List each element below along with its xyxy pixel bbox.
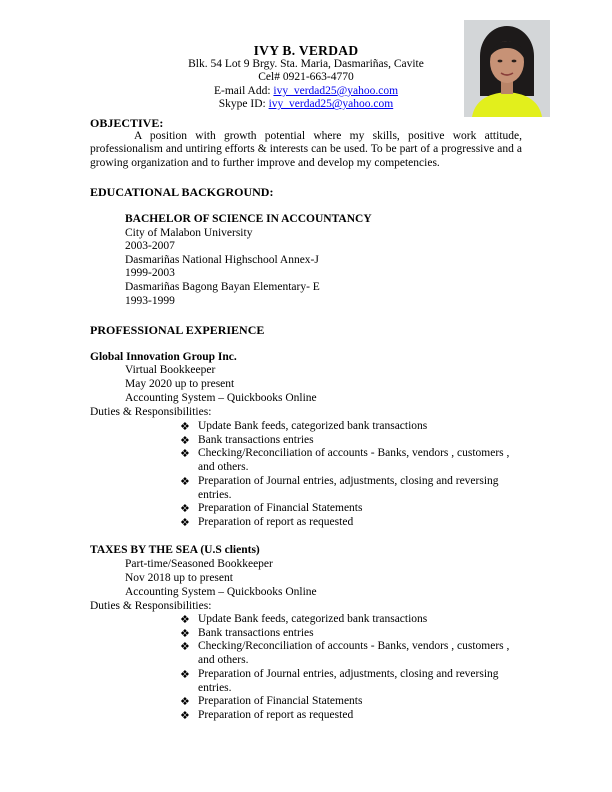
list-item [180,516,522,530]
bullet-diamond-icon: ❖ [180,420,190,433]
email-link[interactable]: ivy_verdad25@yahoo.com [273,84,399,97]
skype-label: Skype ID: [218,98,269,111]
list-item [180,475,522,502]
skype-link[interactable]: ivy_verdad25@yahoo.com [268,98,394,111]
bullet-diamond-icon: ❖ [180,515,190,529]
objective-text: A position with growth potential where my skills, positive work attitude, professionalism and untiring efforts & interests can be used. To be part of a progressive and a growing organization and to further improve and develop my competencies. [90,130,522,169]
bullet-diamond-icon: ❖ [180,613,190,626]
job-company: TAXES BY THE SEA (U.S clients) [90,544,260,556]
duty-text: Preparation of Financial Statements [198,695,363,708]
bullet-diamond-icon: ❖ [180,708,190,722]
duty-text: Preparation of Journal entries, adjustments, closing and reversing entries. [198,474,499,501]
skype-line [150,98,462,112]
job-system: Accounting System – Quickbooks Online [125,586,317,598]
email-label: E-mail Add: [213,84,274,97]
email-line [150,85,462,99]
list-item [180,447,522,474]
job-position: Virtual Bookkeeper [125,364,216,376]
bullet-diamond-icon: ❖ [180,474,190,488]
job-company: Global Innovation Group Inc. [90,351,237,363]
duty-text: Update Bank feeds, categorized bank transactions [198,613,428,625]
duty-text: Update Bank feeds, categorized bank transactions [198,420,428,432]
job-system: Accounting System – Quickbooks Online [125,392,317,404]
duty-text: Checking/Reconciliation of accounts - Banks, vendors , customers , and others. [198,447,510,474]
list-item [180,627,522,641]
list-item [180,420,522,434]
job-period: May 2020 up to present [125,378,235,390]
bullet-diamond-icon: ❖ [180,640,190,654]
duty-text: Bank transactions entries [198,626,314,639]
duty-text: Checking/Reconciliation of accounts - Banks, vendors , customers , and others. [198,640,510,667]
duties-list [180,613,522,723]
profile-photo [464,20,550,117]
education-line: City of Malabon University [125,226,253,239]
experience-heading: PROFESSIONAL EXPERIENCE [90,323,265,337]
education-line: 1993-1999 [125,294,175,307]
education-line: Dasmariñas National Highschool Annex-J [125,253,319,266]
duty-text: Preparation of report as requested [198,515,354,528]
list-item [180,640,522,667]
bullet-diamond-icon: ❖ [180,695,190,709]
duty-text: Bank transactions entries [198,433,314,446]
job-position: Part-time/Seasoned Bookkeeper [125,558,273,570]
contact-header [150,44,462,112]
bullet-diamond-icon: ❖ [180,447,190,461]
objective-heading: OBJECTIVE: [90,116,164,130]
education-heading: EDUCATIONAL BACKGROUND: [90,185,274,199]
duties-label: Duties & Responsibilities: [90,600,212,612]
duty-text: Preparation of Journal entries, adjustments, closing and reversing entries. [198,667,499,694]
education-line: 2003-2007 [125,240,175,253]
education-line: 1999-2003 [125,267,175,280]
bullet-diamond-icon: ❖ [180,502,190,516]
duty-text: Preparation of report as requested [198,708,354,721]
duties-list [180,420,522,530]
bullet-diamond-icon: ❖ [180,626,190,640]
education-block [125,213,372,308]
duty-text: Preparation of Financial Statements [198,502,363,515]
list-item [180,613,522,627]
education-line: Dasmariñas Bagong Bayan Elementary- E [125,280,320,293]
list-item [180,502,522,516]
degree: BACHELOR OF SCIENCE IN ACCOUNTANCY [125,213,372,225]
bullet-diamond-icon: ❖ [180,667,190,681]
address: Blk. 54 Lot 9 Brgy. Sta. Maria, Dasmariñas, Cavite [188,57,424,70]
duties-label: Duties & Responsibilities: [90,406,212,418]
bullet-diamond-icon: ❖ [180,433,190,447]
profile-photo-portrait [464,20,550,117]
list-item [180,709,522,723]
list-item [180,695,522,709]
list-item [180,434,522,448]
list-item [180,668,522,695]
job-period: Nov 2018 up to present [125,572,233,584]
cellphone: Cel# 0921-663-4770 [258,71,354,84]
applicant-name: IVY B. VERDAD [253,43,359,58]
